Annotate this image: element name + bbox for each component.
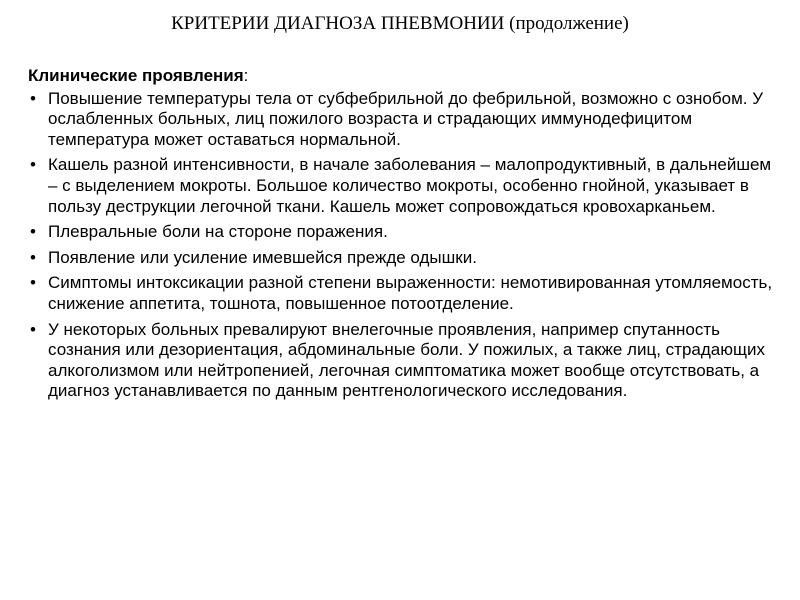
bullet-item: [28, 155, 780, 217]
bullet-item: [28, 89, 780, 151]
bullet-icon: •: [30, 319, 36, 339]
bullet-text: Появление или усиление имевшейся прежде одышки.: [48, 247, 477, 267]
bullet-icon: •: [30, 222, 36, 242]
bullet-icon: •: [30, 273, 36, 293]
bullet-list: [28, 89, 780, 402]
bullet-text: Симптомы интоксикации разной степени выраженности: немотивированная утомляемость, снижение аппетита, тошнота, повышенное потоотделение.: [48, 273, 773, 313]
bullet-text: Плевральные боли на стороне поражения.: [48, 222, 388, 242]
bullet-icon: •: [30, 88, 36, 108]
bullet-icon: •: [30, 247, 36, 267]
slide-title: КРИТЕРИИ ДИАГНОЗА ПНЕВМОНИИ (продолжение): [171, 13, 629, 34]
section-heading-text: Клинические проявления: [28, 66, 244, 85]
section-heading-colon: :: [243, 66, 249, 85]
bullet-text: Кашель разной интенсивности, в начале заболевания – малопродуктивный, в дальнейшем – с выделением мокроты. Большое количество мокроты, особенно гнойной, указывает в пользу деструкции легочной ткани. Кашель может сопровождаться кровохарканьем.: [48, 155, 772, 216]
bullet-icon: •: [30, 155, 36, 175]
bullet-item: [28, 320, 780, 402]
bullet-item: [28, 222, 780, 243]
slide-content: [28, 66, 780, 407]
bullet-text: Повышение температуры тела от субфебрильной до фебрильной, возможно с ознобом. У ослабленных больных, лиц пожилого возраста и страдающих иммунодефицитом температура может оставаться нормальной.: [48, 88, 764, 149]
bullet-item: [28, 273, 780, 314]
bullet-text: У некоторых больных превалируют внелегочные проявления, например спутанность сознания или дезориентация, абдоминальные боли. У пожилых, а также лиц, страдающих алкоголизмом или нейтропенией, легочная симптоматика может вообще отсутствовать, а диагноз устанавливается по данным рентгенологического исследования.: [48, 319, 765, 401]
bullet-item: [28, 248, 780, 269]
section-heading: [28, 66, 780, 87]
